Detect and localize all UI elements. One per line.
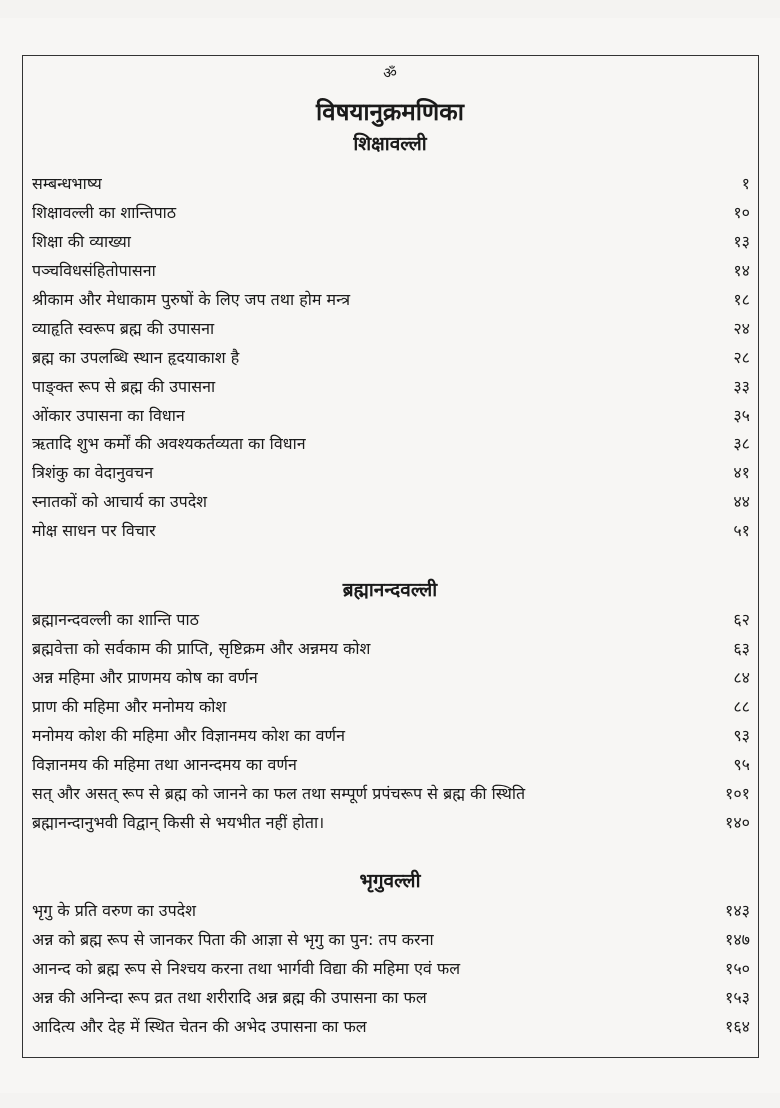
toc-entry xyxy=(32,371,750,400)
section-heading-bhriguvalli: भृगुवल्ली xyxy=(359,870,421,892)
toc-entry-page-number: ९३ xyxy=(733,726,750,745)
toc-entry-title: सत् और असत् रूप से ब्रह्म को जानने का फल तथा सम्पूर्ण प्रपंचरूप से ब्रह्म की स्थिति xyxy=(32,783,526,803)
toc-entry xyxy=(32,169,750,198)
toc-entry-page-number: १६४ xyxy=(725,1017,750,1036)
toc-entry-title: अन्न महिमा और प्राणमय कोष का वर्णन xyxy=(32,668,258,688)
section-heading-brahmanandavalli: ब्रह्मानन्दवल्ली xyxy=(342,579,438,601)
toc-entry-page-number: २४ xyxy=(733,318,750,338)
toc-entry-title: व्याहृति स्वरूप ब्रह्म की उपासना xyxy=(32,318,215,338)
toc-entry xyxy=(32,692,750,721)
toc-entry xyxy=(32,256,750,285)
toc-entry-title: आनन्द को ब्रह्म रूप से निश्चय करना तथा भार्गवी विद्या की महिमा एवं फल xyxy=(32,959,461,979)
toc-entry xyxy=(32,1012,750,1041)
toc-entry-title: प्राण की महिमा और मनोमय कोश xyxy=(32,697,227,717)
toc-list-shikshavalli xyxy=(32,169,750,545)
toc-entry-title: मनोमय कोश की महिमा और विज्ञानमय कोश का वर्णन xyxy=(32,726,345,745)
toc-entry-title: भृगु के प्रति वरुण का उपदेश xyxy=(32,901,197,921)
toc-entry-page-number: ३८ xyxy=(733,434,750,454)
toc-entry-page-number: ५१ xyxy=(733,521,750,541)
toc-entry-page-number: १४ xyxy=(733,261,750,281)
toc-entry-page-number: १४७ xyxy=(725,930,750,950)
toc-entry xyxy=(32,807,750,836)
toc-entry-title: ब्रह्मानन्दवल्ली का शान्ति पाठ xyxy=(32,610,199,630)
toc-entry-title: अन्न को ब्रह्म रूप से जानकर पिता की आज्ञा से भृगु का पुन: तप करना xyxy=(32,930,434,950)
toc-entry-page-number: ६३ xyxy=(733,639,750,659)
toc-entry-page-number: १४० xyxy=(725,812,750,832)
toc-entry-title: विज्ञानमय की महिमा तथा आनन्दमय का वर्णन xyxy=(32,754,297,774)
toc-entry-title: ऋतादि शुभ कर्मों की अवश्यकर्तव्यता का विधान xyxy=(32,434,306,454)
page-title: विषयानुक्रमणिका xyxy=(316,98,464,126)
toc-entry-title: पञ्चविधसंहितोपासना xyxy=(32,261,156,281)
toc-entry xyxy=(32,896,750,925)
toc-entry-page-number: १३ xyxy=(733,232,750,252)
toc-entry-page-number: ८४ xyxy=(733,668,750,688)
toc-entry-page-number: १० xyxy=(733,203,750,223)
toc-entry-page-number: २८ xyxy=(733,347,750,367)
toc-entry xyxy=(32,516,750,545)
toc-entry-page-number: ४४ xyxy=(733,492,750,512)
toc-entry xyxy=(32,605,750,634)
toc-entry xyxy=(32,400,750,429)
toc-entry-page-number: १०१ xyxy=(725,783,750,803)
toc-entry xyxy=(32,342,750,371)
toc-entry-title: अन्न की अनिन्दा रूप व्रत तथा शरीरादि अन्न ब्रह्म की उपासना का फल xyxy=(32,988,427,1008)
toc-entry xyxy=(32,925,750,954)
toc-entry-page-number: १८ xyxy=(733,290,750,309)
toc-entry xyxy=(32,778,750,807)
toc-entry xyxy=(32,198,750,227)
toc-entry xyxy=(32,227,750,256)
toc-entry xyxy=(32,983,750,1012)
toc-entry-page-number: ४१ xyxy=(733,463,750,483)
toc-entry-title: ब्रह्मवेत्ता को सर्वकाम की प्राप्ति, सृष्टिक्रम और अन्नमय कोश xyxy=(32,639,371,659)
toc-entry-title: मोक्ष साधन पर विचार xyxy=(32,521,156,541)
toc-entry-title: शिक्षावल्ली का शान्तिपाठ xyxy=(32,203,177,223)
toc-list-brahmanandavalli xyxy=(32,605,750,836)
toc-entry-title: ब्रह्म का उपलब्धि स्थान हृदयाकाश है xyxy=(32,347,240,367)
toc-entry-title: स्नातकों को आचार्य का उपदेश xyxy=(32,492,208,512)
toc-entry xyxy=(32,285,750,314)
toc-entry-page-number: ८८ xyxy=(733,697,750,717)
toc-entry-title: ओंकार उपासना का विधान xyxy=(32,405,185,425)
toc-entry xyxy=(32,634,750,663)
toc-entry-page-number: १४३ xyxy=(725,901,750,921)
toc-entry xyxy=(32,429,750,458)
toc-list-bhriguvalli xyxy=(32,896,750,1040)
toc-entry-title: आदित्य और देह में स्थित चेतन की अभेद उपासना का फल xyxy=(32,1017,367,1036)
toc-entry-page-number: १ xyxy=(741,174,750,194)
toc-entry-title: श्रीकाम और मेधाकाम पुरुषों के लिए जप तथा होम मन्त्र xyxy=(32,290,351,309)
section-heading-shikshavalli: शिक्षावल्ली xyxy=(353,133,427,155)
toc-entry-page-number: १५० xyxy=(725,959,750,979)
toc-entry xyxy=(32,721,750,750)
toc-entry-page-number: ३५ xyxy=(733,405,750,425)
toc-entry xyxy=(32,487,750,516)
toc-entry xyxy=(32,458,750,487)
toc-entry-title: सम्बन्धभाष्य xyxy=(32,174,102,194)
toc-entry-page-number: ३३ xyxy=(733,376,750,396)
toc-entry-page-number: ६२ xyxy=(733,610,750,630)
toc-entry-title: पाङ्क्त रूप से ब्रह्म की उपासना xyxy=(32,376,216,396)
om-symbol: ॐ xyxy=(383,64,397,82)
toc-entry-page-number: ९५ xyxy=(733,754,750,774)
toc-entry-title: त्रिशंकु का वेदानुवचन xyxy=(32,463,154,483)
toc-entry-title: शिक्षा की व्याख्या xyxy=(32,232,131,252)
toc-entry xyxy=(32,749,750,778)
toc-entry-title: ब्रह्मानन्दानुभवी विद्वान् किसी से भयभीत नहीं होता। xyxy=(32,812,325,832)
toc-entry xyxy=(32,663,750,692)
toc-entry xyxy=(32,313,750,342)
toc-entry xyxy=(32,954,750,983)
toc-entry-page-number: १५३ xyxy=(725,988,750,1008)
